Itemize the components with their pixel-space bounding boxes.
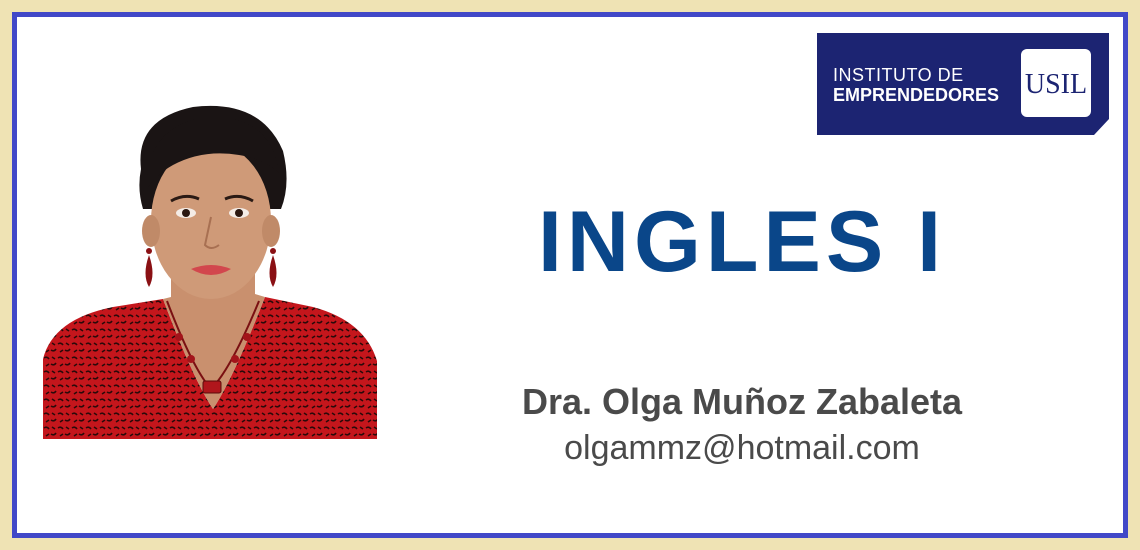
logo-line-1: INSTITUTO DE [833,65,964,85]
teacher-portrait [43,89,377,439]
teacher-email: olgammz@hotmail.com [564,429,920,467]
usil-logo [817,33,1109,135]
logo-mark: USIL [1024,69,1088,100]
card-frame [12,12,1128,538]
course-title: INGLES I [538,194,946,290]
teacher-name: Dra. Olga Muñoz Zabaleta [521,381,963,422]
logo-line-2: EMPRENDEDORES [833,85,1000,105]
